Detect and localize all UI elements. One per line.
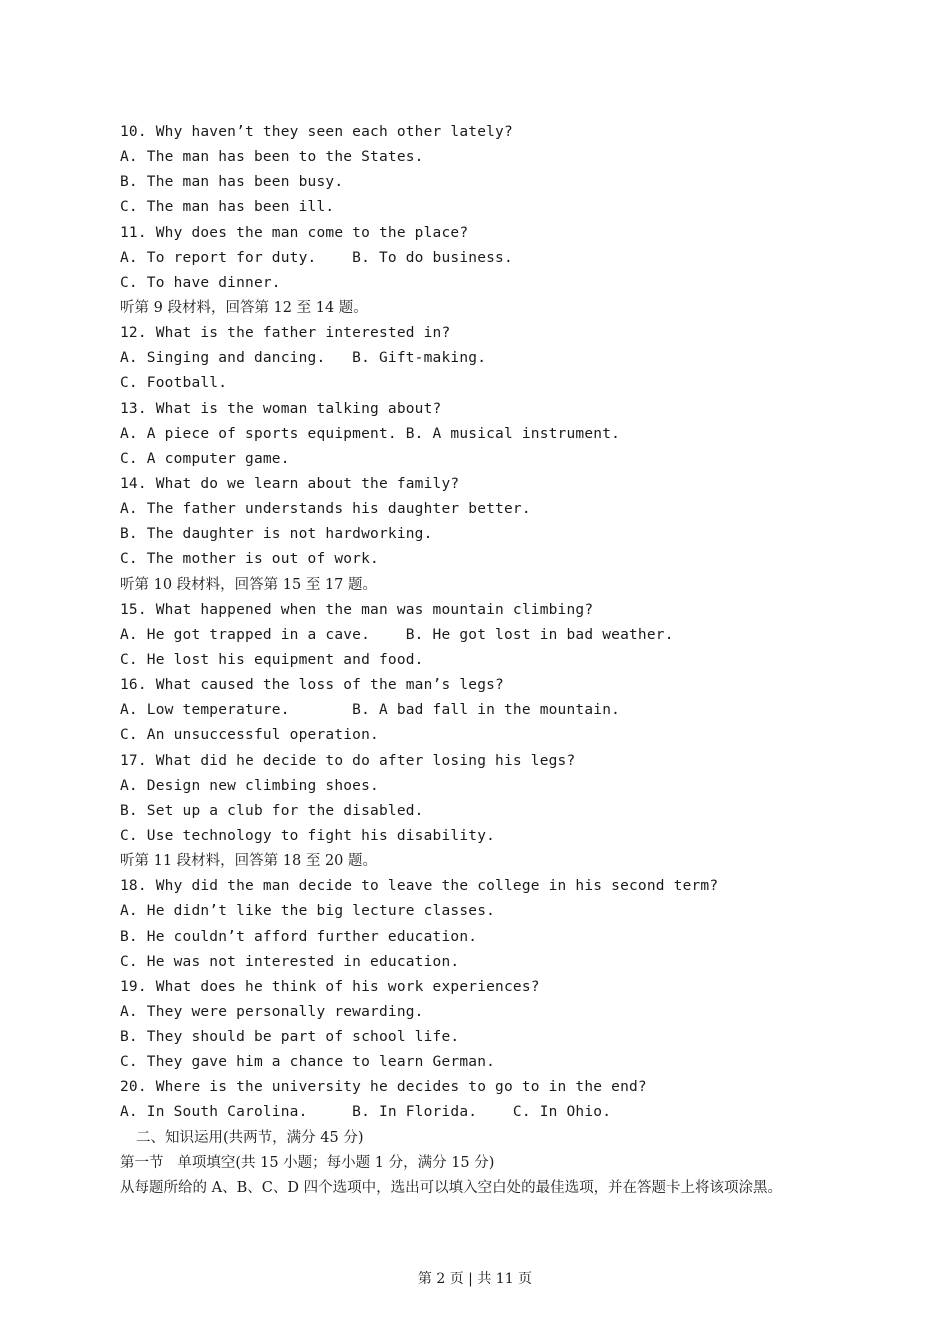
section-instruction: 从每题所给的 A、B、C、D 四个选项中，选出可以填入空白处的最佳选项，并在答题卡上将该项涂黑。 <box>120 1179 783 1196</box>
text-line: C. An unsuccessful operation. <box>120 727 379 744</box>
text-line: B. The daughter is not hardworking. <box>120 526 433 543</box>
text-line: A. They were personally rewarding. <box>120 1003 424 1020</box>
text-line: 18. Why did the man decide to leave the college in his second term? <box>120 878 719 895</box>
text-line: C. To have dinner. <box>120 274 281 291</box>
text-line: A. The man has been to the States. <box>120 149 424 166</box>
text-line: 15. What happened when the man was mountain climbing? <box>120 601 594 618</box>
text-line: B. The man has been busy. <box>120 174 344 191</box>
text-line: 12. What is the father interested in? <box>120 325 451 342</box>
text-line: C. Use technology to fight his disability. <box>120 827 496 844</box>
text-line: 16. What caused the loss of the man’s legs? <box>120 677 504 694</box>
text-line: A. Singing and dancing. B. Gift-making. <box>120 350 487 367</box>
text-line: B. Set up a club for the disabled. <box>120 802 424 819</box>
text-line: C. He lost his equipment and food. <box>120 651 424 668</box>
text-line: 11. Why does the man come to the place? <box>120 224 469 241</box>
text-line: 10. Why haven’t they seen each other lately? <box>120 124 513 140</box>
text-line: A. To report for duty. B. To do business. <box>120 249 513 266</box>
text-line: 20. Where is the university he decides to go to in the end? <box>120 1079 647 1096</box>
text-line: B. They should be part of school life. <box>120 1029 460 1046</box>
text-line: A. In South Carolina. B. In Florida. C. In Ohio. <box>120 1104 612 1121</box>
section-instruction: 听第 11 段材料，回答第 18 至 20 题。 <box>120 853 378 870</box>
text-line: A. Low temperature. B. A bad fall in the mountain. <box>120 702 621 719</box>
section-instruction: 二、知识运用(共两节，满分 45 分) <box>136 1129 364 1146</box>
text-line: A. He got trapped in a cave. B. He got lost in bad weather. <box>120 626 674 643</box>
section-instruction: 听第 10 段材料，回答第 15 至 17 题。 <box>120 576 378 593</box>
page-footer: 第 2 页 | 共 11 页 <box>417 1271 533 1287</box>
text-line: 14. What do we learn about the family? <box>120 475 460 492</box>
text-line: C. The man has been ill. <box>120 199 335 216</box>
text-line: 13. What is the woman talking about? <box>120 400 442 417</box>
page-content <box>120 120 880 1201</box>
text-line: C. A computer game. <box>120 450 290 467</box>
text-line: C. They gave him a chance to learn German. <box>120 1054 496 1071</box>
text-line: A. The father understands his daughter better. <box>120 501 531 518</box>
text-line: C. The mother is out of work. <box>120 551 379 568</box>
text-line: A. He didn’t like the big lecture classes. <box>120 903 496 920</box>
text-line: 19. What does he think of his work experiences? <box>120 978 540 995</box>
text-line: B. He couldn’t afford further education. <box>120 928 478 945</box>
text-line: A. A piece of sports equipment. B. A musical instrument. <box>120 425 621 442</box>
text-line: C. He was not interested in education. <box>120 953 460 970</box>
text-line: 17. What did he decide to do after losing his legs? <box>120 752 576 769</box>
text-line: A. Design new climbing shoes. <box>120 777 379 794</box>
text-line: C. Football. <box>120 375 228 392</box>
section-instruction: 第一节 单项填空(共 15 小题；每小题 1 分，满分 15 分) <box>120 1154 495 1171</box>
section-instruction: 听第 9 段材料，回答第 12 至 14 题。 <box>120 299 368 316</box>
